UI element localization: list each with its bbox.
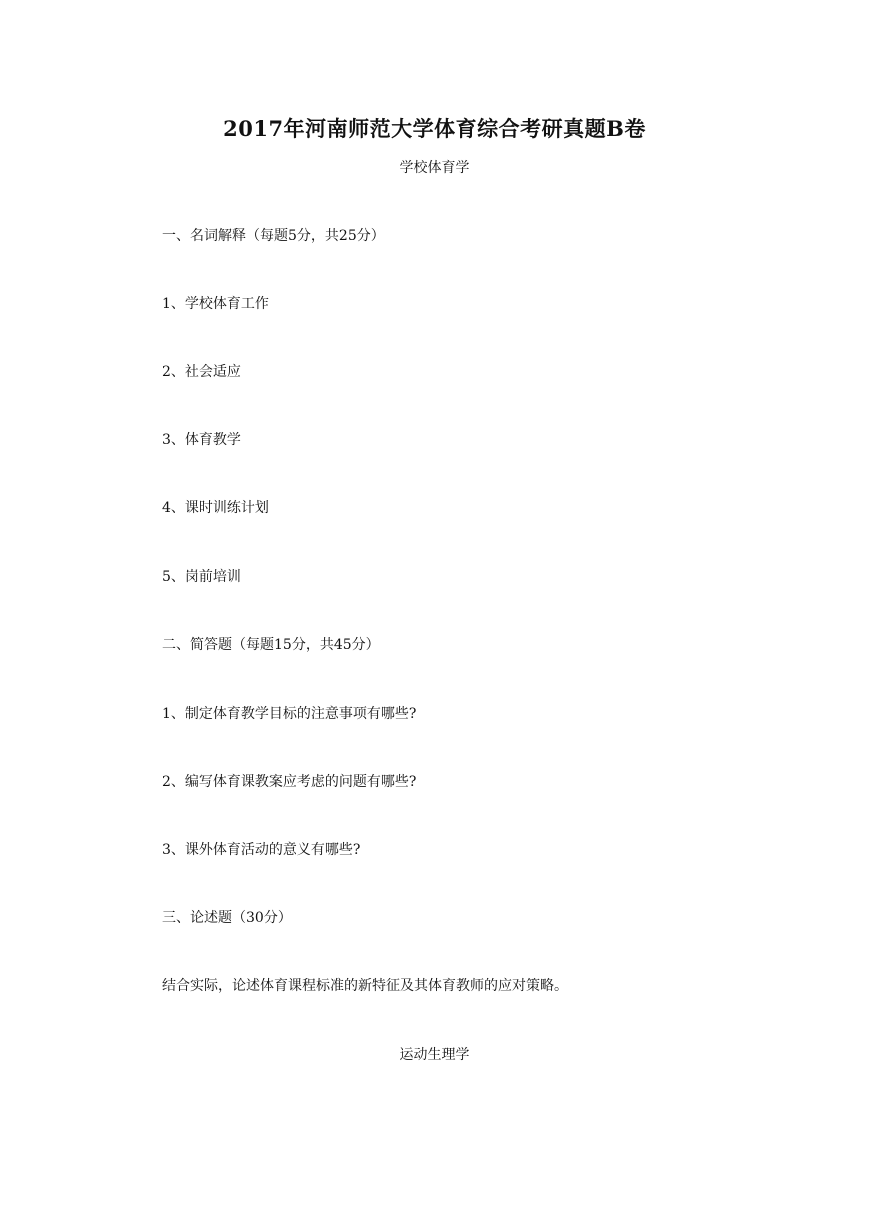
part1-heading: 一、名词解释（每题5分，共25分） xyxy=(162,228,385,244)
part1-item-1: 1、学校体育工作 xyxy=(162,296,269,312)
document-title: 2017年河南师范大学体育综合考研真题B卷 xyxy=(223,116,646,141)
part2-heading: 二、简答题（每题15分，共45分） xyxy=(162,637,380,653)
part2-item-3: 3、课外体育活动的意义有哪些? xyxy=(162,842,361,858)
part1-item-4: 4、课时训练计划 xyxy=(162,500,269,516)
part2-item-1: 1、制定体育教学目标的注意事项有哪些? xyxy=(162,706,417,722)
part3-item-1: 结合实际，论述体育课程标准的新特征及其体育教师的应对策略。 xyxy=(162,978,568,994)
subject-heading-exercise-physiology: 运动生理学 xyxy=(399,1047,470,1063)
part1-item-2: 2、社会适应 xyxy=(162,364,241,380)
part1-item-3: 3、体育教学 xyxy=(162,432,241,448)
part1-item-5: 5、岗前培训 xyxy=(162,569,241,585)
subject-heading-school-pe: 学校体育学 xyxy=(399,160,470,176)
part2-item-2: 2、编写体育课教案应考虑的问题有哪些? xyxy=(162,774,417,790)
part3-heading: 三、论述题（30分） xyxy=(162,910,292,926)
